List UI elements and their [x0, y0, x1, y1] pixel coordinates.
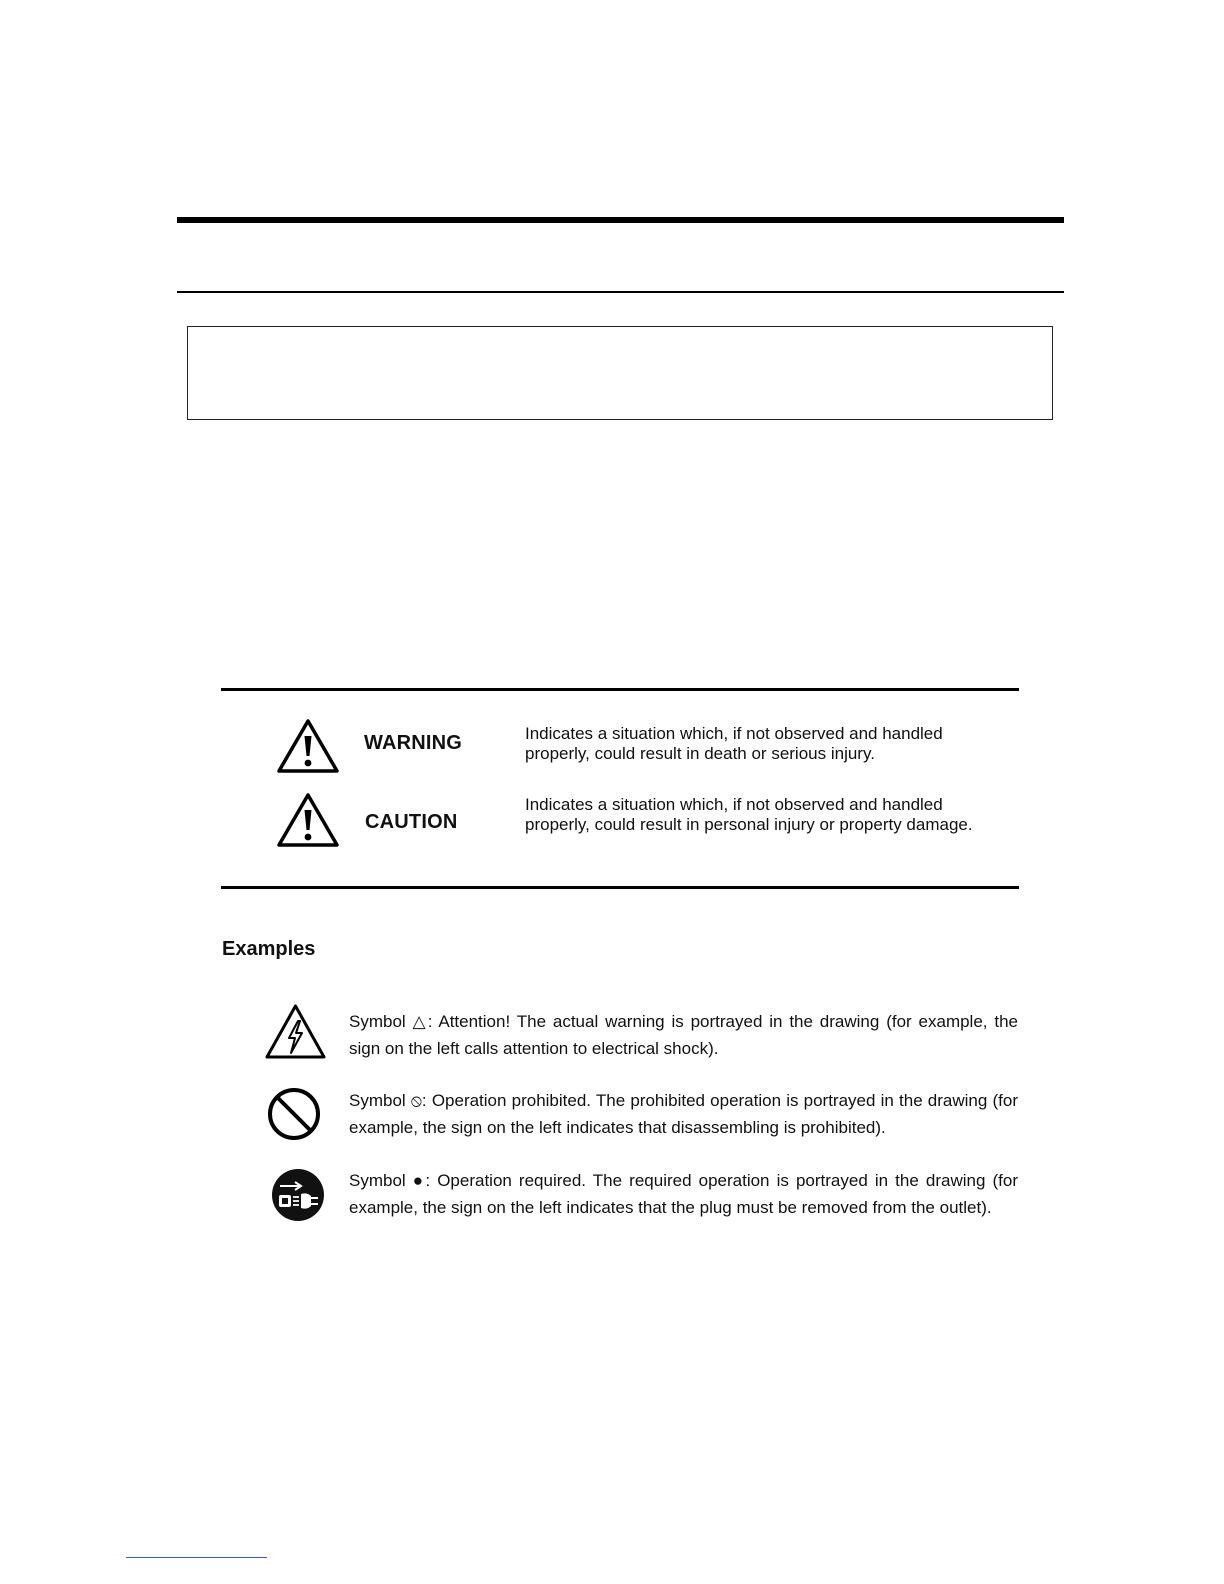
warning-triangle-icon: [276, 718, 340, 774]
legend-top-rule: [221, 688, 1019, 691]
legend-bottom-rule: [221, 886, 1019, 889]
warning-description: Indicates a situation which, if not observed and handled properly, could result in death or serious injury.: [525, 724, 943, 763]
electric-shock-icon: [264, 1003, 327, 1060]
caution-label: CAUTION: [365, 811, 458, 833]
unplug-icon: [271, 1168, 325, 1222]
warning-triangle-icon: [276, 792, 340, 848]
footer-link-underline[interactable]: [126, 1557, 267, 1558]
example-required-text: Symbol ●: Operation required. The required operation is portrayed in the drawing (for example, the sign on the left indicates that the plug must be removed from the outlet).: [349, 1171, 1018, 1217]
header-thin-rule: [177, 291, 1064, 293]
header-thick-rule: [177, 217, 1064, 223]
warning-label: WARNING: [364, 732, 463, 754]
example-prohibited-text: Symbol ⦸: Operation prohibited. The prohibited operation is portrayed in the drawing (for example, the sign on the left indicates that disassembling is prohibited).: [349, 1091, 1018, 1137]
example-attention-text: Symbol △: Attention! The actual warning is portrayed in the drawing (for example, the sign on the left calls attention to electrical shock).: [349, 1012, 1018, 1058]
examples-heading: Examples: [222, 938, 316, 960]
prohibited-icon: [266, 1086, 322, 1142]
caution-description: Indicates a situation which, if not observed and handled properly, could result in personal injury or property damage.: [525, 795, 973, 834]
empty-notice-box: [187, 326, 1053, 420]
